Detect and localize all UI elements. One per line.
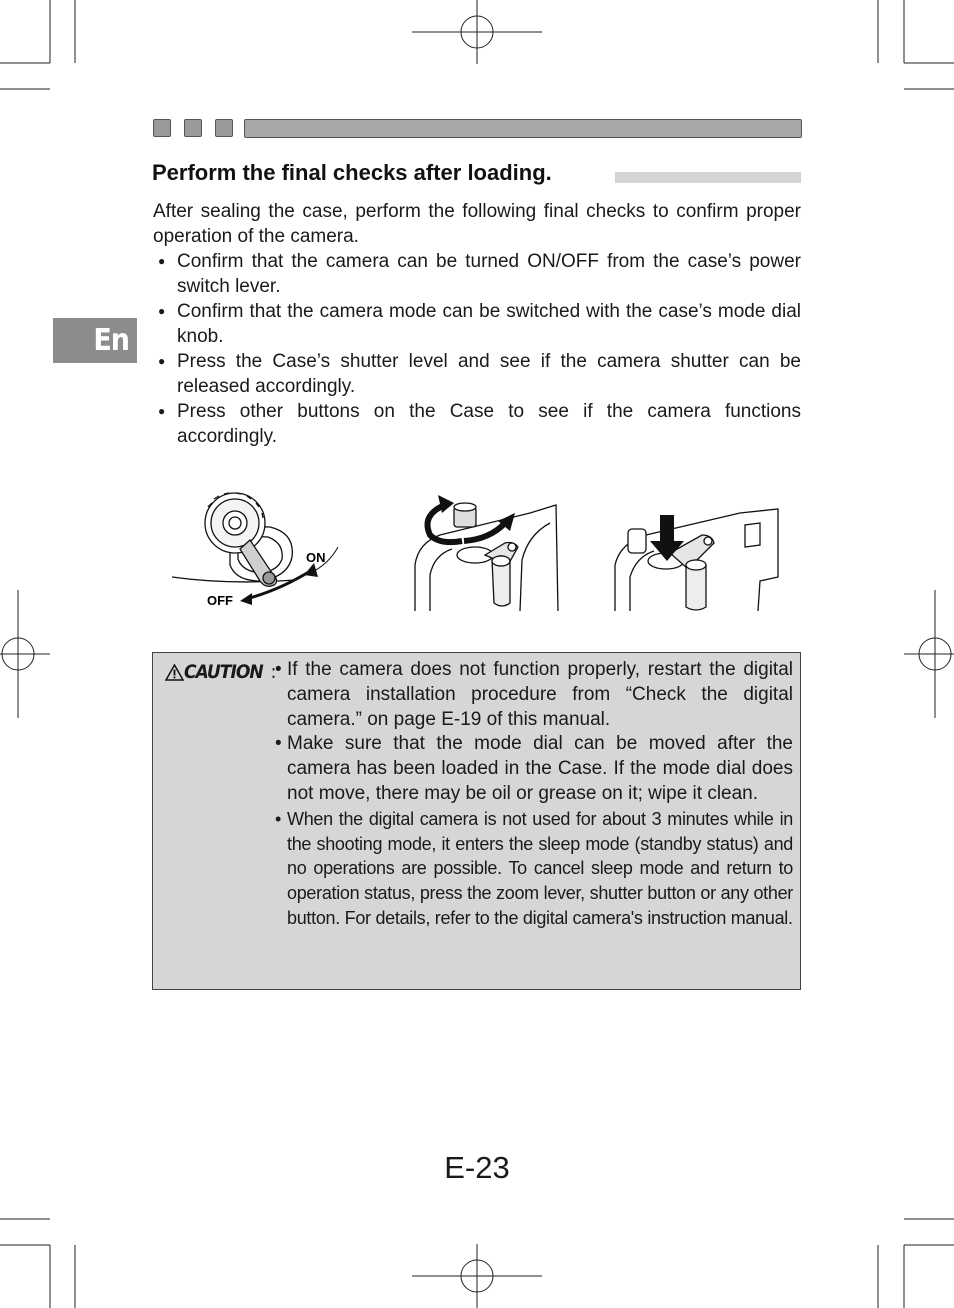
heading-rule <box>615 172 801 183</box>
list-item: ● Press the Case’s shutter level and see if the camera shutter can be released accordingly. <box>153 349 801 399</box>
section-heading: Perform the final checks after loading. <box>152 160 552 185</box>
mode-dial-illustration <box>410 485 560 612</box>
header-square <box>184 119 202 137</box>
caution-colon: : <box>270 661 276 683</box>
language-tab: En <box>53 318 137 363</box>
on-label: ON <box>306 550 326 565</box>
shutter-lever-illustration <box>610 485 780 612</box>
header-square <box>153 119 171 137</box>
caution-list <box>275 658 793 931</box>
caution-text: CAUTION <box>184 661 263 683</box>
off-label: OFF <box>207 593 233 608</box>
caution-box <box>152 652 801 990</box>
caution-label <box>165 661 275 683</box>
warning-icon <box>165 664 184 681</box>
page-number: E-23 <box>444 1150 510 1185</box>
list-item: • If the camera does not function properly, restart the digital camera installation procedure from “Check the digital camera.” on page E-19 of this manual. <box>275 658 793 732</box>
header-bar <box>244 119 802 138</box>
power-lever-illustration <box>170 485 350 610</box>
list-item: • Make sure that the mode dial can be moved after the camera has been loaded in the Case. If the mode dial does not move, there may be oil or grease on it; wipe it clean. <box>275 732 793 806</box>
list-item: ● Press other buttons on the Case to see if the camera functions accordingly. <box>153 399 801 449</box>
header-square <box>215 119 233 137</box>
checks-list <box>153 249 801 449</box>
list-item: ● Confirm that the camera can be turned ON/OFF from the case’s power switch lever. <box>153 249 801 299</box>
list-item: • When the digital camera is not used for about 3 minutes while in the shooting mode, it enters the sleep mode (standby status) and no operations are possible. To cancel sleep mode and return to operation status, press the zoom lever, shutter button or any other button. For details, refer to the digital camera's instruction manual. <box>275 807 793 931</box>
intro-paragraph: After sealing the case, perform the following final checks to confirm proper operation of the camera. <box>153 201 801 247</box>
list-item: ● Confirm that the camera mode can be switched with the case’s mode dial knob. <box>153 299 801 349</box>
